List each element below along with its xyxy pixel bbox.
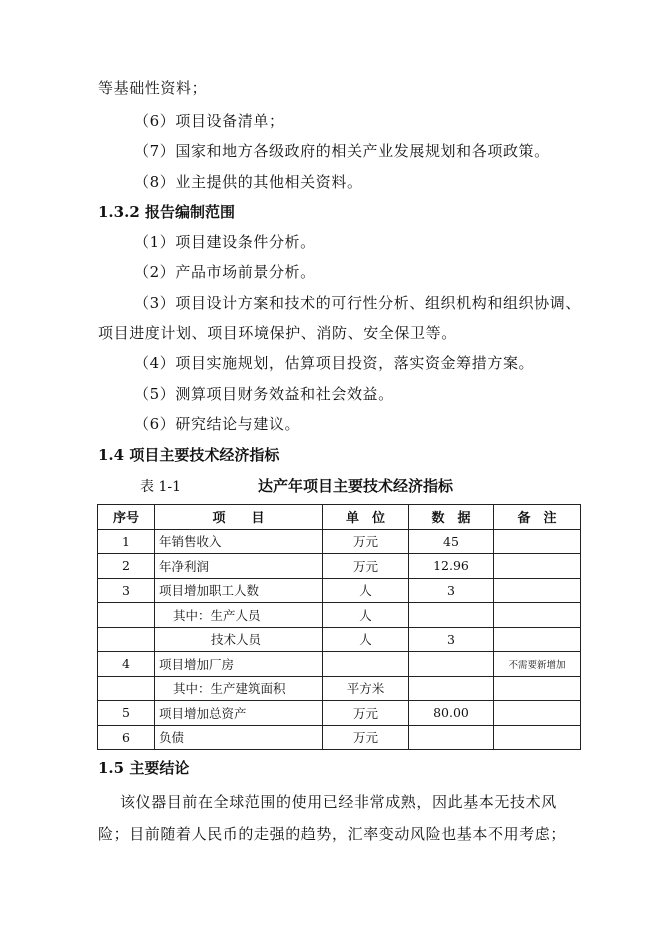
list-item: （6）项目设备清单； [134, 112, 285, 130]
cell-item: 项目增加总资产 [155, 701, 323, 726]
table-row [98, 652, 581, 677]
cell-item: 技术人员 [155, 627, 323, 652]
cell-item: 年销售收入 [155, 529, 323, 554]
cell-data [409, 676, 494, 701]
section-heading: 1.3.2 报告编制范围 [98, 203, 235, 221]
header-item: 项 目 [155, 505, 323, 530]
header-note: 备 注 [494, 505, 581, 530]
cell-unit: 万元 [323, 701, 409, 726]
paragraph-line: 项目进度计划、项目环境保护、消防、安全保卫等。 [98, 324, 457, 342]
cell-seq [98, 603, 155, 628]
cell-note [494, 529, 581, 554]
cell-item: 其中：生产人员 [155, 603, 323, 628]
cell-data: 12.96 [409, 554, 494, 579]
cell-note: 不需要新增加 [494, 652, 581, 677]
list-item: （1）项目建设条件分析。 [134, 233, 316, 251]
table-row [98, 627, 581, 652]
cell-seq: 1 [98, 529, 155, 554]
cell-seq [98, 627, 155, 652]
indicator-table [97, 504, 581, 750]
paragraph-line: 险；目前随着人民币的走强的趋势，汇率变动风险也基本不用考虑； [98, 825, 567, 843]
cell-unit [323, 652, 409, 677]
list-item: （6）研究结论与建议。 [134, 415, 301, 433]
table-number: 表 1-1 [140, 479, 181, 495]
header-seq: 序号 [98, 505, 155, 530]
cell-item: 负债 [155, 725, 323, 750]
cell-note [494, 554, 581, 579]
cell-seq: 3 [98, 578, 155, 603]
cell-unit: 万元 [323, 725, 409, 750]
cell-seq: 2 [98, 554, 155, 579]
table-row [98, 529, 581, 554]
table-row [98, 701, 581, 726]
cell-data: 45 [409, 529, 494, 554]
cell-item: 项目增加职工人数 [155, 578, 323, 603]
cell-seq [98, 676, 155, 701]
list-item: （8）业主提供的其他相关资料。 [134, 173, 363, 191]
cell-data: 80.00 [409, 701, 494, 726]
cell-note [494, 701, 581, 726]
list-item: （5）测算项目财务效益和社会效益。 [134, 385, 394, 403]
cell-unit: 平方米 [323, 676, 409, 701]
cell-note [494, 725, 581, 750]
cell-item: 年净利润 [155, 554, 323, 579]
cell-data: 3 [409, 627, 494, 652]
table-header-row [98, 505, 581, 530]
cell-note [494, 603, 581, 628]
cell-data [409, 725, 494, 750]
cell-item: 其中：生产建筑面积 [155, 676, 323, 701]
table-title: 达产年项目主要技术经济指标 [258, 477, 454, 495]
table-row [98, 725, 581, 750]
cell-unit: 人 [323, 603, 409, 628]
paragraph-line: 等基础性资料； [98, 79, 208, 97]
cell-data [409, 652, 494, 677]
table-row [98, 603, 581, 628]
section-heading: 1.5 主要结论 [98, 759, 190, 777]
list-item: （3）项目设计方案和技术的可行性分析、组织机构和组织协调、 [134, 294, 581, 312]
cell-note [494, 627, 581, 652]
header-unit: 单 位 [323, 505, 409, 530]
section-heading: 1.4 项目主要技术经济指标 [98, 446, 280, 464]
cell-unit: 万元 [323, 529, 409, 554]
cell-seq: 5 [98, 701, 155, 726]
list-item: （4）项目实施规划，估算项目投资，落实资金筹措方案。 [134, 354, 535, 372]
table-row [98, 578, 581, 603]
cell-unit: 人 [323, 627, 409, 652]
cell-unit: 万元 [323, 554, 409, 579]
cell-seq: 6 [98, 725, 155, 750]
table-row [98, 554, 581, 579]
cell-data: 3 [409, 578, 494, 603]
list-item: （2）产品市场前景分析。 [134, 263, 316, 281]
cell-seq: 4 [98, 652, 155, 677]
cell-note [494, 578, 581, 603]
list-item: （7）国家和地方各级政府的相关产业发展规划和各项政策。 [134, 142, 550, 160]
cell-unit: 人 [323, 578, 409, 603]
cell-note [494, 676, 581, 701]
paragraph-line: 该仪器目前在全球范围的使用已经非常成熟，因此基本无技术风 [120, 793, 557, 811]
cell-data [409, 603, 494, 628]
cell-item: 项目增加厂房 [155, 652, 323, 677]
header-data: 数 据 [409, 505, 494, 530]
table-row [98, 676, 581, 701]
